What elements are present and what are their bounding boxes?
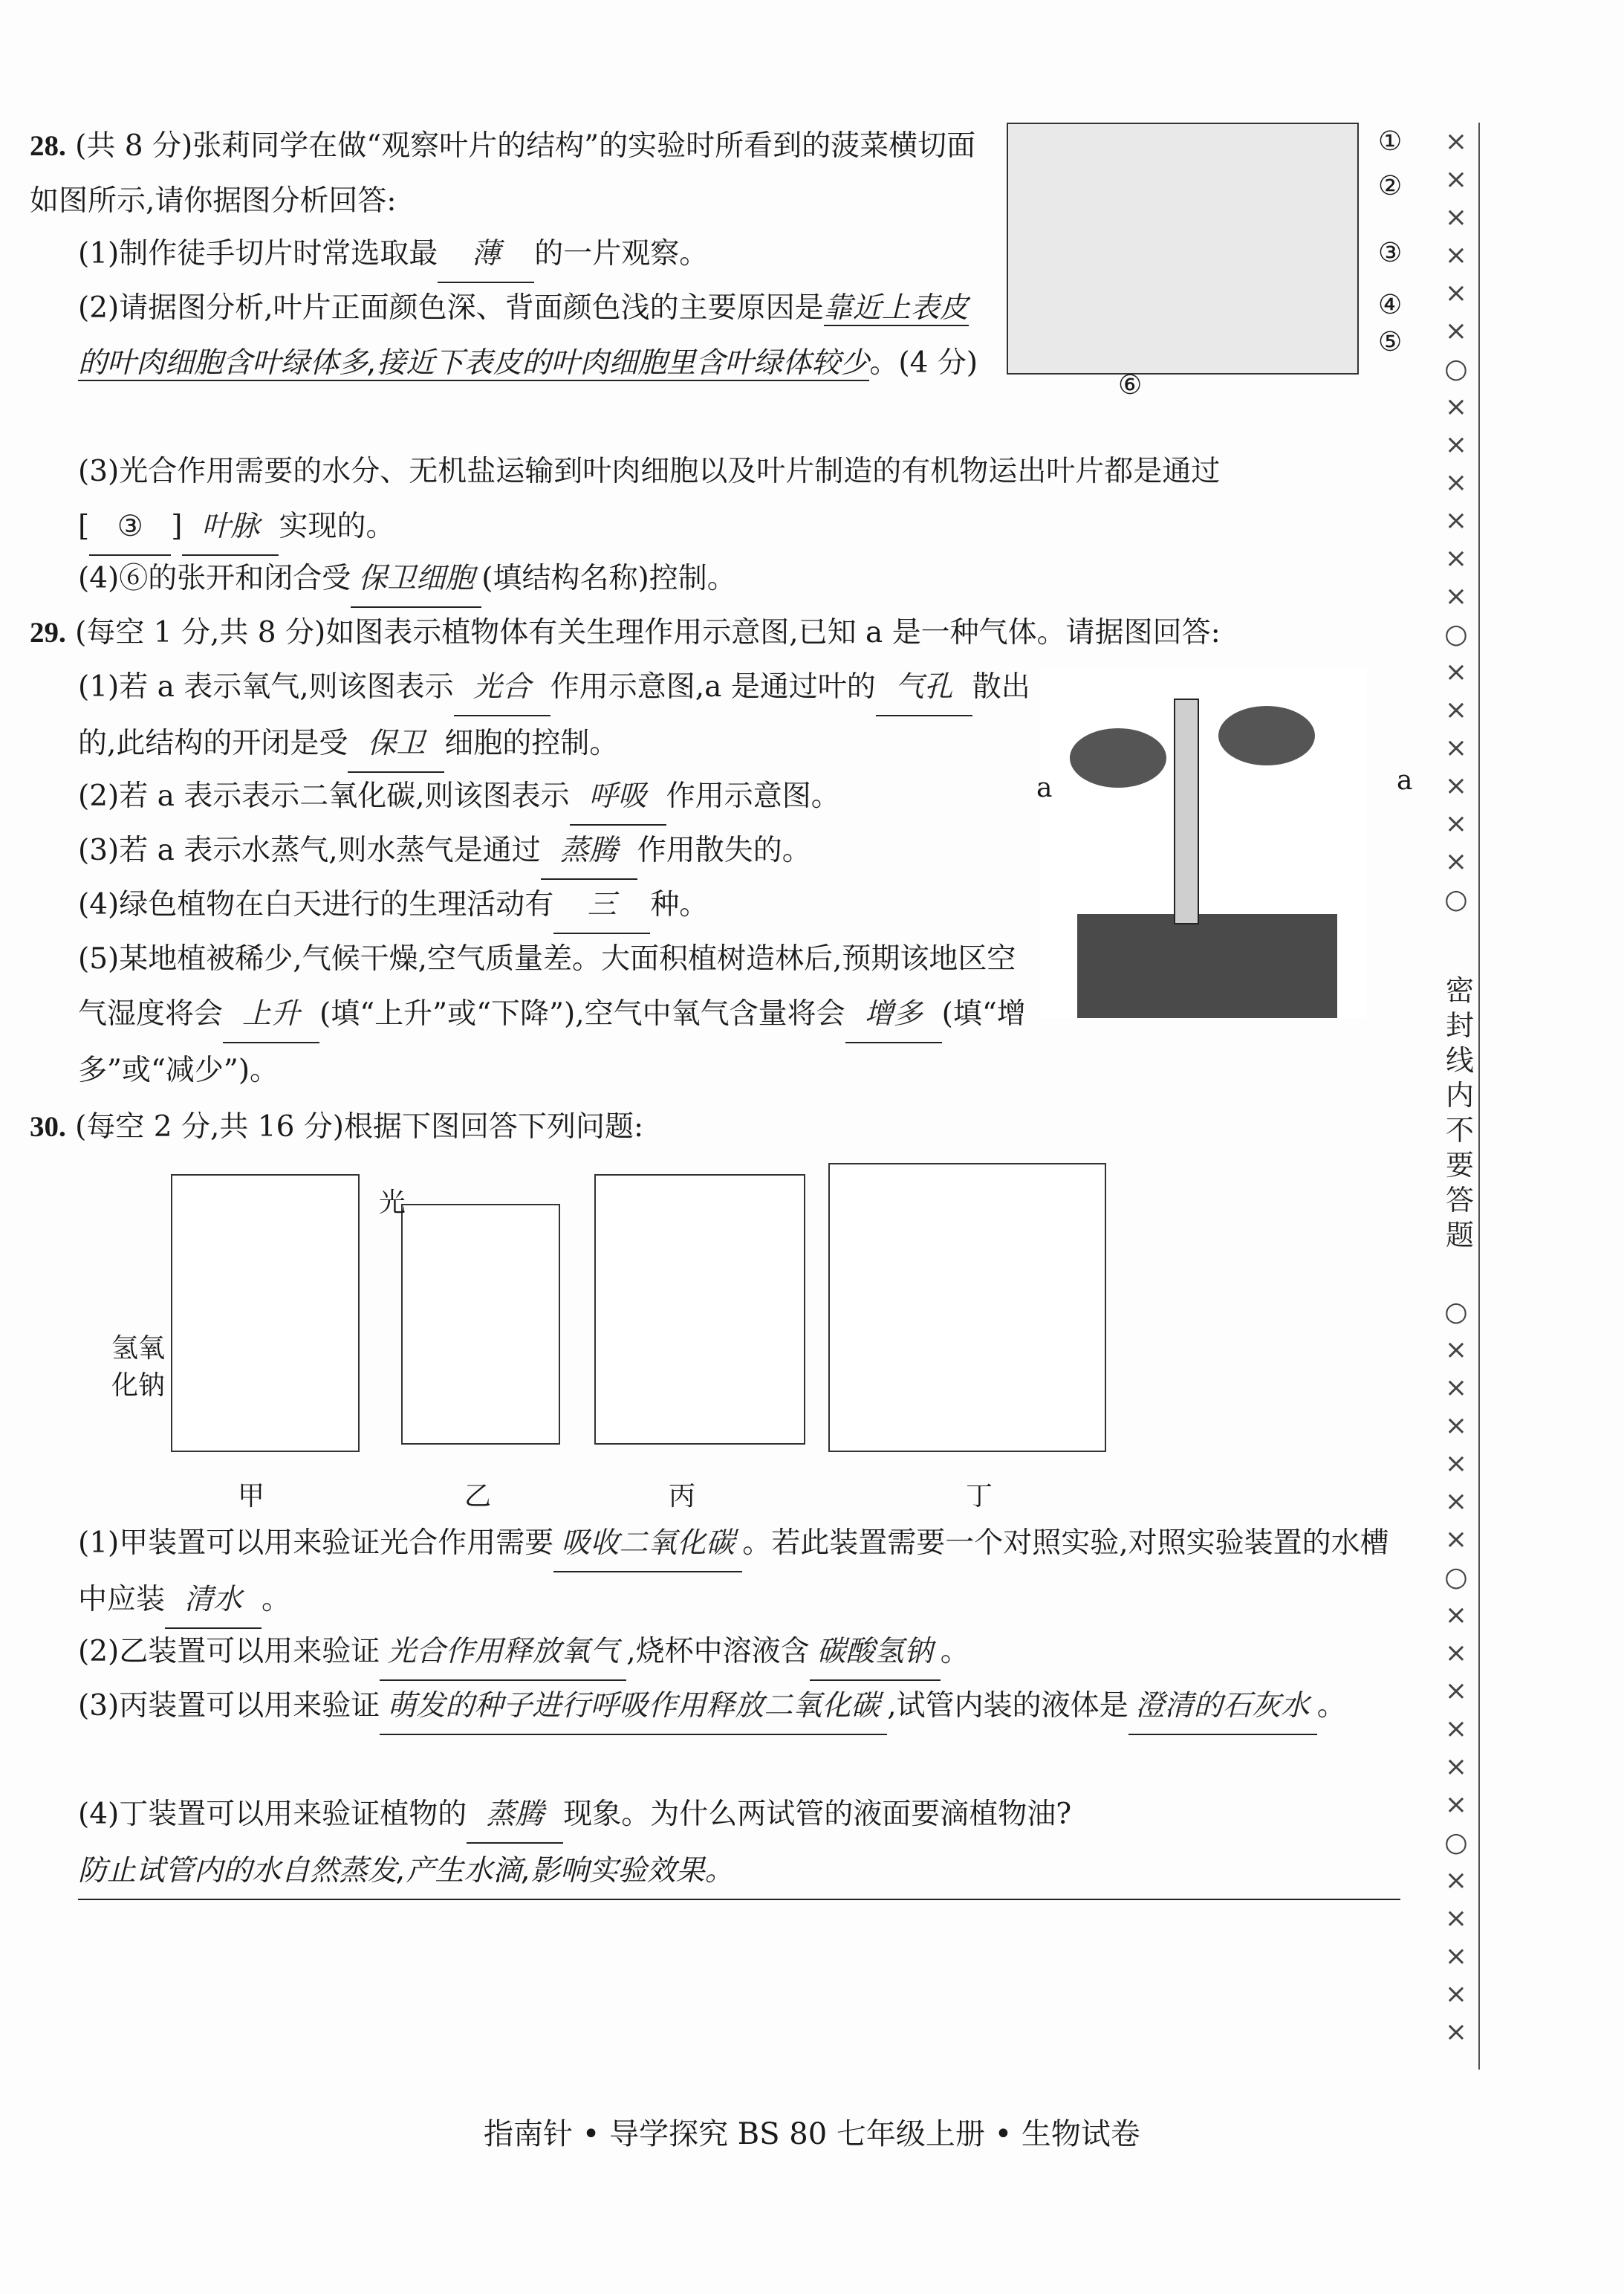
q29-answer-5b: 增多 [845,987,942,1043]
q30-answer-2a: 光合作用释放氧气 [380,1624,626,1681]
page-footer: 指南针 • 导学探究 BS 80 七年级上册 • 生物试卷 [484,2117,1140,2151]
caption-bing: 丙 [669,1481,696,1511]
plant-label-a-right: a [1397,765,1413,796]
apparatus-yi-figure [401,1204,560,1445]
q29-number: 29. [30,617,66,649]
leaf-label-1: ① [1378,126,1403,157]
leaf-label-2: ② [1378,171,1403,201]
q29-sub2: (2)若 a 表示表示二氧化碳,则该图表示 呼吸 作用示意图。 [78,769,840,826]
naoh-label: 氢氧化钠 [111,1333,166,1401]
q28-stem [30,119,995,229]
q28-number: 28. [30,130,66,162]
q28-answer-4: 保卫细胞 [351,551,481,608]
q29-answer-1a: 光合 [454,660,550,716]
q30-answer-2b: 碳酸氢钠 [810,1624,941,1681]
q29-sub5: (5)某地植被稀少,气候干燥,空气质量差。大面积植树造林后,预期该地区空气湿度将会 上升 (填“上升”或“下降”),空气中氧气含量将会 增多 (填“增多”或“减少”)。 [78,942,1026,1087]
q28-answer-1: 薄 [438,227,534,283]
leaf-label-4: ④ [1378,290,1403,320]
seal-marks-bottom: ○××××××○××××××○××××× [1444,1297,1468,2047]
q29-answer-5a: 上升 [223,987,319,1043]
q30-answer-3b: 澄清的石灰水 [1128,1679,1317,1735]
caption-yi: 乙 [464,1481,492,1511]
caption-ding: 丁 [966,1481,993,1511]
apparatus-jia-figure [171,1174,360,1452]
q30-sub2: (2)乙装置可以用来验证 光合作用释放氧气 ,烧杯中溶液含 碳酸氢钠 。 [78,1624,969,1681]
q28-sub1: (1)制作徒手切片时常选取最 薄 的一片观察。 [78,227,708,283]
leaf-label-3: ③ [1378,238,1403,268]
seal-vertical-text: 密封线内不要答题 [1446,974,1475,1251]
q30-answer-1b: 清水 [165,1572,262,1629]
q30-stem: 30. (每空 2 分,共 16 分)根据下图回答下列问题: [30,1110,644,1144]
q29-answer-3: 蒸腾 [541,823,637,880]
q29-sub4: (4)绿色植物在白天进行的生理活动有 三 种。 [78,878,708,934]
q29-sub3: (3)若 a 表示水蒸气,则水蒸气是通过 蒸腾 作用散失的。 [78,823,811,880]
seal-marks-top: ××××××○××××××○××××××○ [1444,126,1468,915]
q29-sub1: (1)若 a 表示氧气,则该图表示 光合 作用示意图,a 是通过叶的 气孔 散出的,此结构的开闭是受 保卫 细胞的控制。 [78,660,1036,773]
q30-answer-3a: 萌发的种子进行呼吸作用释放二氧化碳 [380,1679,887,1735]
q30-answer-4: 蒸腾 [467,1787,563,1844]
plant-label-a-left: a [1036,773,1053,803]
q30-sub4: (4)丁装置可以用来验证植物的 蒸腾 现象。为什么两试管的液面要滴植物油? 防止试管内的水自然蒸发,产生水滴,影响实验效果。 [78,1787,1415,1900]
q29-answer-1c: 保卫 [348,716,444,773]
q28-sub3: (3)光合作用需要的水分、无机盐运输到叶肉细胞以及叶片制造的有机物运出叶片都是通过 [ ③ ] 叶脉 实现的。 [78,444,1415,556]
leaf-cross-section-figure [1007,123,1359,375]
q29-answer-4: 三 [553,878,650,934]
q28-answer-2: 靠近上表皮的叶肉细胞含叶绿体多,接近下表皮的叶肉细胞里含叶绿体较少 [78,291,969,380]
q30-sub3: (3)丙装置可以用来验证 萌发的种子进行呼吸作用释放二氧化碳 ,试管内装的液体是 澄清的石灰水 。 [78,1679,1415,1735]
q28-sub2: (2)请据图分析,叶片正面颜色深、背面颜色浅的主要原因是靠近上表皮的叶肉细胞含叶绿体多,接近下表皮的叶肉细胞里含叶绿体较少。(4 分) [78,291,978,380]
q28-sub4: (4)⑥的张开和闭合受 保卫细胞 (填结构名称)控制。 [78,551,736,608]
apparatus-ding-figure [828,1163,1106,1452]
seal-line [1478,123,1480,2070]
light-label: 光 [379,1187,406,1218]
leaf-label-6: ⑥ [1118,370,1143,401]
q30-sub1: (1)甲装置可以用来验证光合作用需要 吸收二氧化碳 。若此装置需要一个对照实验,对照实验装置的水槽中应装 清水 。 [78,1516,1415,1629]
q29-answer-1b: 气孔 [876,660,972,716]
apparatus-bing-figure [594,1174,805,1445]
q30-number: 30. [30,1111,66,1143]
q30-answer-4b: 防止试管内的水自然蒸发,产生水滴,影响实验效果。 [78,1844,1400,1900]
leaf-label-5: ⑤ [1378,327,1403,357]
q30-answer-1a: 吸收二氧化碳 [553,1516,742,1572]
q28-answer-3b: 叶脉 [182,499,279,556]
q28-answer-3a: ③ [89,499,171,556]
q29-answer-2: 呼吸 [570,769,666,826]
plant-physiology-figure [1040,669,1367,1018]
q28-stem-text: (共 8 分)张莉同学在做“观察叶片的结构”的实验时所看到的菠菜横切面如图所示,请你据图分析回答: [30,129,976,218]
q29-stem: 29. (每空 1 分,共 8 分)如图表示植物体有关生理作用示意图,已知 a 是一种气体。请据图回答: [30,616,1221,649]
caption-jia: 甲 [238,1481,265,1511]
